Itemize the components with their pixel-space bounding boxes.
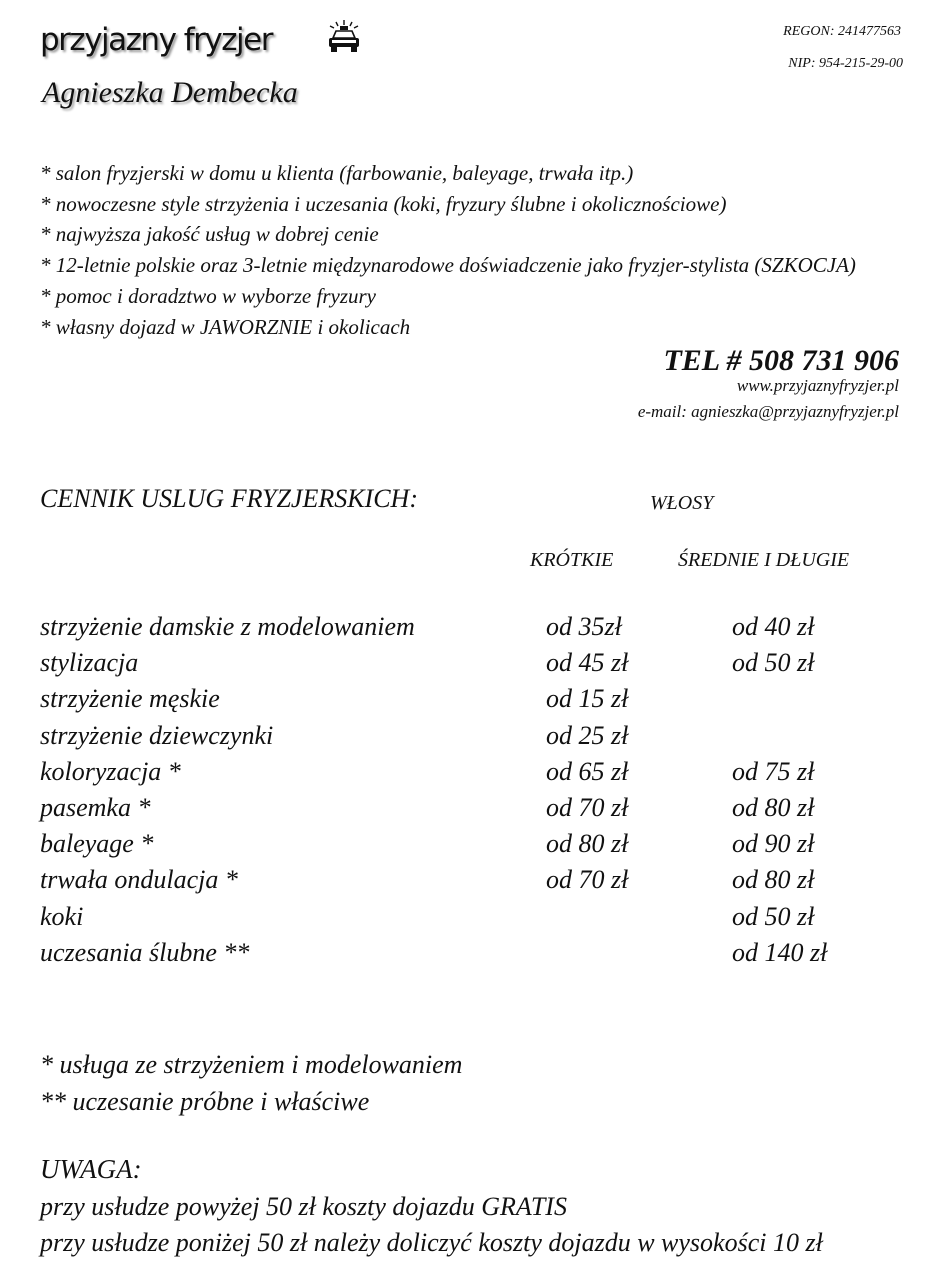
service-name: baleyage * [40, 829, 154, 859]
price-row [40, 902, 900, 938]
price-long: od 50 zł [732, 648, 815, 678]
column-header-medium-long: ŚREDNIE I DŁUGIE [678, 549, 850, 571]
service-name: strzyżenie damskie z modelowaniem [40, 612, 415, 641]
service-name: trwała ondulacja * [40, 865, 238, 895]
footnote-item: ** uczesanie próbne i właściwe [40, 1087, 370, 1116]
service-name: strzyżenie męskie [40, 684, 220, 714]
service-name: koloryzacja * [40, 756, 181, 786]
price-long: od 80 zł [732, 792, 815, 822]
service-name: strzyżenie dziewczynki [40, 720, 274, 750]
price-short: od 45 zł [546, 648, 629, 678]
notice-line: przy usłudze poniżej 50 zł należy doliczyć koszty dojazdu w wysokości 10 zł [40, 1228, 823, 1257]
price-row [40, 865, 900, 901]
price-row [40, 757, 900, 793]
column-header-short: KRÓTKIE [530, 549, 614, 571]
price-short: od 35zł [546, 612, 622, 641]
feature-item: * nowoczesne style strzyżenia i uczesania (koki, fryzury ślubne i okolicznościowe) [40, 191, 727, 216]
price-short: od 15 zł [546, 684, 629, 714]
service-name: uczesania ślubne ** [40, 937, 250, 967]
price-long: od 50 zł [732, 901, 815, 931]
price-long: od 75 zł [732, 756, 815, 786]
price-row [40, 612, 900, 648]
feature-item: * najwyższa jakość usług w dobrej cenie [40, 222, 379, 247]
website-link[interactable]: www.przyjaznyfryzjer.pl [736, 376, 899, 395]
price-row [40, 793, 900, 829]
price-short: od 25 zł [546, 720, 629, 750]
price-row [40, 938, 900, 974]
notice-title: UWAGA: [40, 1154, 142, 1184]
car-icon [324, 18, 364, 58]
feature-item: * własny dojazd w JAWORZNIE i okolicach [40, 314, 411, 339]
price-long: od 40 zł [732, 612, 815, 641]
price-row [40, 684, 900, 720]
service-name: pasemka * [40, 792, 151, 822]
feature-item: * salon fryzjerski w domu u klienta (farbowanie, baleyage, trwała itp.) [40, 161, 634, 185]
price-short: od 70 zł [546, 865, 629, 895]
pricelist-title: CENNIK USLUG FRYZJERSKICH: [40, 484, 418, 513]
nip-number: NIP: 954-215-29-00 [788, 56, 903, 71]
features-list [40, 158, 856, 342]
price-short: od 80 zł [546, 829, 629, 859]
footnote-item: * usługa ze strzyżeniem i modelowaniem [40, 1050, 463, 1079]
hair-group-header: WŁOSY [650, 492, 714, 514]
regon-number: REGON: 241477563 [783, 24, 901, 39]
owner-name: Agnieszka Dembecka [42, 76, 298, 109]
feature-item: * pomoc i doradztwo w wyborze fryzury [40, 283, 376, 308]
notice-line: przy usłudze powyżej 50 zł koszty dojazdu GRATIS [40, 1192, 567, 1221]
email-link[interactable]: e-mail: agnieszka@przyjaznyfryzjer.pl [637, 402, 899, 421]
service-name: stylizacja [40, 648, 139, 678]
service-name: koki [40, 901, 84, 931]
footnotes [40, 1046, 462, 1120]
brand-logo-text: przyjazny fryzjer [40, 22, 272, 58]
price-long: od 140 zł [732, 937, 828, 967]
feature-item: * 12-letnie polskie oraz 3-letnie międzynarodowe doświadczenie jako fryzjer-stylista (SZKOCJA) [40, 253, 856, 278]
price-short: od 70 zł [546, 792, 629, 822]
price-long: od 80 zł [732, 865, 815, 895]
price-table [40, 612, 900, 974]
price-row [40, 721, 900, 757]
price-long: od 90 zł [732, 829, 815, 859]
price-short: od 65 zł [546, 756, 629, 786]
price-row [40, 829, 900, 865]
phone-number: TEL # 508 731 906 [663, 344, 899, 377]
price-row [40, 648, 900, 684]
